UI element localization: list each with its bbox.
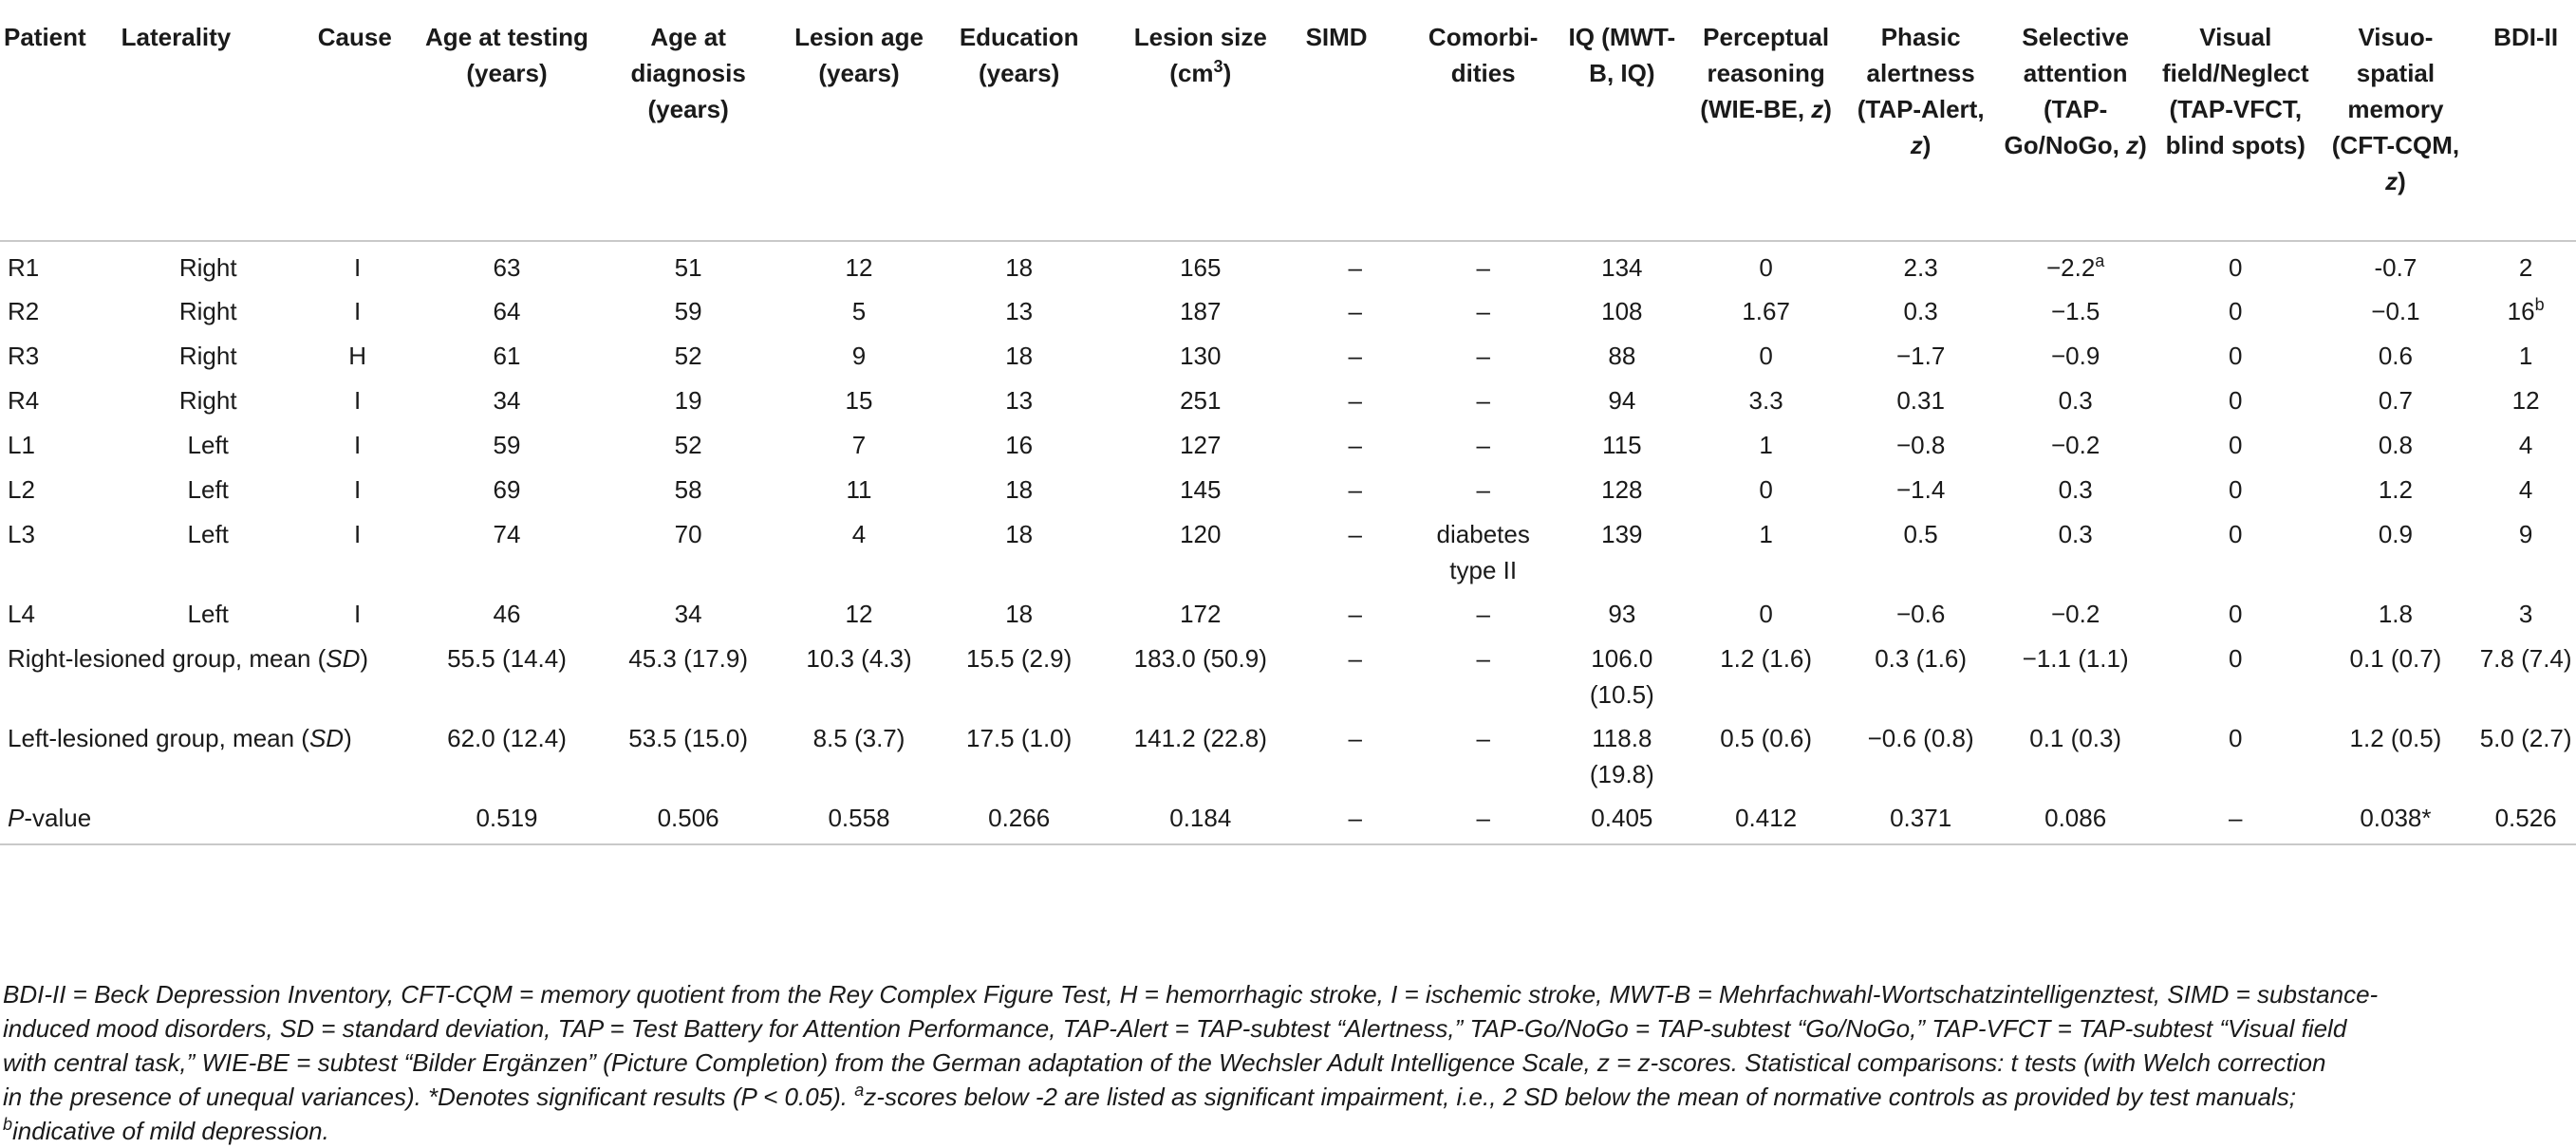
summary-row-right xyxy=(0,633,2576,713)
cell-lesion-size: 251 xyxy=(1180,386,1222,415)
summary-cell-comorbidities: – xyxy=(1476,724,1490,752)
cell-bdi: 4 xyxy=(2518,475,2533,504)
cell-visual-field: 0 xyxy=(2229,386,2243,415)
summary-cell-visual-field: 0 xyxy=(2229,724,2243,752)
cell-comorbidities: – xyxy=(1476,600,1490,628)
cell-visuospatial-memory: 0.7 xyxy=(2378,386,2413,415)
cell-comorbidities: – xyxy=(1476,297,1490,325)
cell-education: 18 xyxy=(1005,342,1034,370)
summary-cell-perceptual-reasoning: 0.5 (0.6) xyxy=(1720,724,1813,752)
cell-bdi: 9 xyxy=(2518,520,2533,548)
summary-cell-age-diagnosis: 0.506 xyxy=(598,792,779,844)
cell-selective-attention: 0.3 xyxy=(2058,475,2093,504)
cell-education: 18 xyxy=(1005,520,1034,548)
cell-laterality: Right xyxy=(178,342,237,370)
col-header-age-diagnosis: Age at diagnosis (years) xyxy=(598,0,779,241)
cell-laterality: Left xyxy=(187,431,229,459)
cell-lesion-size: 187 xyxy=(1180,297,1222,325)
summary-cell-education: 15.5 (2.9) xyxy=(966,644,1073,673)
cell-lesion-age: 15 xyxy=(845,386,873,415)
summary-label: Left-lesioned group, mean (SD) xyxy=(8,724,352,752)
footnote-line: induced mood disorders, SD = standard deviation, TAP = Test Battery for Attention Performance, TAP-Alert = TAP-subtest “Alertness,” TAP-Go/NoGo = TAP-subtest “Go/NoGo,” TAP-VFCT = TAP-subtest “Visual field xyxy=(3,1014,2347,1043)
cell-education: 18 xyxy=(1005,475,1034,504)
summary-cell-age-testing: 62.0 (12.4) xyxy=(447,724,567,752)
cell-age-diagnosis: 34 xyxy=(674,600,702,628)
cell-selective-attention: 0.3 xyxy=(2058,386,2093,415)
cell-lesion-size: 120 xyxy=(1180,520,1222,548)
cell-bdi: 4 xyxy=(2518,431,2533,459)
cell-simd: – xyxy=(1348,520,1363,548)
table-row xyxy=(0,286,2576,330)
cell-lesion-age: 12 xyxy=(845,253,873,282)
cell-age-diagnosis: 52 xyxy=(674,342,702,370)
cell-visual-field: 0 xyxy=(2229,475,2243,504)
cell-iq: 88 xyxy=(1608,342,1636,370)
cell-phasic-alertness: 0.31 xyxy=(1896,386,1945,415)
cell-laterality: Left xyxy=(187,520,229,548)
cell-visual-field: 0 xyxy=(2229,600,2243,628)
cell-age-testing: 61 xyxy=(493,342,521,370)
cell-laterality: Left xyxy=(187,600,229,628)
cell-iq: 128 xyxy=(1601,475,1643,504)
summary-row-left xyxy=(0,713,2576,792)
summary-cell-iq: 118.8 (19.8) xyxy=(1589,724,1654,788)
cell-visual-field: 0 xyxy=(2229,253,2243,282)
col-header-comorbidities: Comorbi-dities xyxy=(1409,0,1558,241)
cell-cause: I xyxy=(353,520,362,548)
col-header-perceptual-reasoning: Perceptual reasoning (WIE-BE, z) xyxy=(1686,0,1846,241)
cell-selective-attention: −0.9 xyxy=(2050,342,2100,370)
table-row xyxy=(0,588,2576,633)
summary-cell-comorbidities: – xyxy=(1476,644,1490,673)
summary-label: P-value xyxy=(0,792,416,844)
summary-cell-iq: 0.405 xyxy=(1558,792,1686,844)
cell-perceptual-reasoning: 0 xyxy=(1759,600,1773,628)
cell-lesion-age: 5 xyxy=(851,297,867,325)
cell-simd: – xyxy=(1348,600,1363,628)
cell-laterality: Right xyxy=(178,253,237,282)
cell-iq: 94 xyxy=(1608,386,1636,415)
cell-phasic-alertness: −0.6 xyxy=(1895,600,1946,628)
cell-phasic-alertness: −1.4 xyxy=(1895,475,1946,504)
cell-perceptual-reasoning: 1 xyxy=(1759,431,1773,459)
cell-visual-field: 0 xyxy=(2229,342,2243,370)
cell-age-diagnosis: 58 xyxy=(674,475,702,504)
col-header-age-testing: Age at testing (years) xyxy=(416,0,597,241)
cell-laterality: Left xyxy=(187,475,229,504)
table-row xyxy=(0,375,2576,419)
cell-comorbidities: – xyxy=(1476,342,1490,370)
cell-age-diagnosis: 59 xyxy=(674,297,702,325)
cell-selective-attention: −2.2$^a$ xyxy=(2045,251,2105,282)
summary-cell-bdi: 5.0 (2.7) xyxy=(2479,724,2572,752)
cell-lesion-age: 12 xyxy=(845,600,873,628)
cell-visual-field: 0 xyxy=(2229,297,2243,325)
cell-lesion-age: 9 xyxy=(851,342,867,370)
cell-bdi: 3 xyxy=(2518,600,2533,628)
cell-age-testing: 64 xyxy=(493,297,521,325)
cell-patient: R4 xyxy=(8,386,40,415)
summary-cell-lesion-size: 0.184 xyxy=(1099,792,1302,844)
summary-cell-simd: – xyxy=(1348,724,1363,752)
summary-cell-phasic-alertness: 0.3 (1.6) xyxy=(1875,644,1968,673)
cell-patient: R3 xyxy=(8,342,40,370)
summary-cell-simd: – xyxy=(1348,644,1363,673)
summary-cell-selective-attention: −1.1 (1.1) xyxy=(2022,644,2129,673)
col-header-selective-attention: Selective attention (TAP-Go/NoGo, z) xyxy=(1995,0,2156,241)
cell-iq: 134 xyxy=(1601,253,1643,282)
cell-perceptual-reasoning: 3.3 xyxy=(1748,386,1783,415)
cell-lesion-size: 127 xyxy=(1180,431,1222,459)
cell-visuospatial-memory: −0.1 xyxy=(2371,297,2420,325)
cell-education: 18 xyxy=(1005,253,1034,282)
cell-cause: I xyxy=(353,600,362,628)
cell-lesion-size: 145 xyxy=(1180,475,1222,504)
col-header-visual-field: Visual field/Neglect (TAP-VFCT, blind spots) xyxy=(2156,0,2316,241)
cell-cause: I xyxy=(353,431,362,459)
col-header-lesion-age: Lesion age (years) xyxy=(779,0,940,241)
cell-iq: 115 xyxy=(1602,431,1642,459)
footnote-line: in the presence of unequal variances). *Denotes significant results (P < 0.05). $^a$z-scores below -2 are listed as significant impairment, i.e., 2 SD below the mean of normative controls as provided by test manuals; xyxy=(3,1081,2296,1111)
summary-cell-age-testing: 0.519 xyxy=(416,792,597,844)
table-row xyxy=(0,419,2576,464)
cell-cause: I xyxy=(353,475,362,504)
footnote-line: $^b$indicative of mild depression. xyxy=(3,1115,329,1145)
cell-perceptual-reasoning: 1.67 xyxy=(1742,297,1790,325)
cell-age-testing: 59 xyxy=(493,431,521,459)
footnote-line: with central task,” WIE-BE = subtest “Bilder Ergänzen” (Picture Completion) from the German adaptation of the Wechsler Adult Intelligence Scale, z = z-scores. Statistical comparisons: t tests (with Welch correction xyxy=(3,1048,2326,1077)
cell-age-testing: 34 xyxy=(493,386,521,415)
cell-patient: L4 xyxy=(8,600,35,628)
summary-cell-perceptual-reasoning: 1.2 (1.6) xyxy=(1720,644,1813,673)
cell-selective-attention: −0.2 xyxy=(2050,600,2100,628)
table-row xyxy=(0,464,2576,509)
cell-phasic-alertness: 0.5 xyxy=(1903,520,1938,548)
summary-cell-lesion-age: 10.3 (4.3) xyxy=(806,644,912,673)
cell-simd: – xyxy=(1348,386,1363,415)
cell-simd: – xyxy=(1348,342,1363,370)
cell-phasic-alertness: 2.3 xyxy=(1903,253,1938,282)
cell-simd: – xyxy=(1348,253,1363,282)
cell-patient: L2 xyxy=(8,475,35,504)
cell-perceptual-reasoning: 0 xyxy=(1759,342,1773,370)
summary-cell-phasic-alertness: −0.6 (0.8) xyxy=(1867,724,1974,752)
cell-patient: L1 xyxy=(8,431,35,459)
cell-age-testing: 63 xyxy=(493,253,521,282)
summary-cell-visuospatial-memory: 0.038* xyxy=(2316,792,2476,844)
cell-lesion-size: 130 xyxy=(1180,342,1222,370)
cell-bdi: 2 xyxy=(2518,253,2533,282)
cell-age-testing: 74 xyxy=(493,520,521,548)
cell-cause: I xyxy=(353,386,362,415)
cell-comorbidities: – xyxy=(1476,431,1490,459)
cell-iq: 108 xyxy=(1601,297,1643,325)
cell-visuospatial-memory: 0.8 xyxy=(2378,431,2413,459)
cell-education: 13 xyxy=(1005,386,1034,415)
cell-selective-attention: −0.2 xyxy=(2050,431,2100,459)
col-header-patient: Patient xyxy=(0,0,118,241)
table-row xyxy=(0,509,2576,588)
cell-lesion-age: 4 xyxy=(851,520,867,548)
summary-cell-selective-attention: 0.1 (0.3) xyxy=(2029,724,2122,752)
summary-cell-lesion-age: 0.558 xyxy=(779,792,940,844)
cell-bdi: 16$^b$ xyxy=(2507,295,2545,325)
summary-cell-visuospatial-memory: 1.2 (0.5) xyxy=(2349,724,2442,752)
cell-patient: R2 xyxy=(8,297,40,325)
cell-age-diagnosis: 19 xyxy=(674,386,702,415)
cell-visuospatial-memory: 1.2 xyxy=(2378,475,2413,504)
cell-phasic-alertness: −1.7 xyxy=(1895,342,1946,370)
cell-patient: R1 xyxy=(8,253,40,282)
table-footnote xyxy=(3,977,2571,1148)
summary-cell-age-diagnosis: 53.5 (15.0) xyxy=(628,724,748,752)
cell-visuospatial-memory: -0.7 xyxy=(2374,253,2417,282)
cell-age-testing: 69 xyxy=(493,475,521,504)
cell-cause: I xyxy=(353,253,362,282)
cell-simd: – xyxy=(1348,475,1363,504)
summary-cell-education: 0.266 xyxy=(939,792,1099,844)
cell-education: 13 xyxy=(1005,297,1034,325)
cell-visuospatial-memory: 0.9 xyxy=(2378,520,2413,548)
cell-perceptual-reasoning: 1 xyxy=(1759,520,1773,548)
table-body xyxy=(0,241,2576,844)
summary-cell-simd: – xyxy=(1302,792,1409,844)
cell-cause: I xyxy=(353,297,362,325)
cell-age-diagnosis: 70 xyxy=(674,520,702,548)
summary-cell-lesion-age: 8.5 (3.7) xyxy=(812,724,905,752)
cell-education: 16 xyxy=(1005,431,1034,459)
table-row xyxy=(0,330,2576,375)
cell-age-diagnosis: 52 xyxy=(674,431,702,459)
cell-comorbidities: – xyxy=(1476,253,1490,282)
footnote-line: BDI-II = Beck Depression Inventory, CFT-CQM = memory quotient from the Rey Complex Figure Test, H = hemorrhagic stroke, I = ischemic stroke, MWT-B = Mehrfachwahl-Wortschatzintelligenztest, SIMD = substance- xyxy=(3,980,2379,1009)
summary-cell-perceptual-reasoning: 0.412 xyxy=(1686,792,1846,844)
cell-phasic-alertness: −0.8 xyxy=(1895,431,1946,459)
cell-lesion-age: 7 xyxy=(851,431,867,459)
cell-age-testing: 46 xyxy=(493,600,521,628)
summary-cell-lesion-size: 141.2 (22.8) xyxy=(1133,724,1267,752)
summary-cell-education: 17.5 (1.0) xyxy=(966,724,1073,752)
summary-cell-visual-field: 0 xyxy=(2229,644,2243,673)
table-row xyxy=(0,241,2576,286)
cell-simd: – xyxy=(1348,431,1363,459)
summary-cell-lesion-size: 183.0 (50.9) xyxy=(1133,644,1267,673)
col-header-education: Education (years) xyxy=(939,0,1099,241)
summary-cell-bdi: 7.8 (7.4) xyxy=(2479,644,2572,673)
summary-label: Right-lesioned group, mean (SD) xyxy=(8,644,369,673)
col-header-visuospatial-memory: Visuo-spatial memory (CFT-CQM, z) xyxy=(2316,0,2476,241)
summary-cell-visual-field: – xyxy=(2156,792,2316,844)
summary-cell-iq: 106.0 (10.5) xyxy=(1589,644,1654,709)
cell-comorbidities: diabetes type II xyxy=(1436,520,1530,584)
cell-lesion-size: 165 xyxy=(1180,253,1222,282)
col-header-laterality: Laterality xyxy=(118,0,299,241)
cell-visuospatial-memory: 0.6 xyxy=(2378,342,2413,370)
summary-cell-age-diagnosis: 45.3 (17.9) xyxy=(628,644,748,673)
cell-selective-attention: 0.3 xyxy=(2058,520,2093,548)
cell-bdi: 12 xyxy=(2511,386,2540,415)
cell-perceptual-reasoning: 0 xyxy=(1759,475,1773,504)
cell-bdi: 1 xyxy=(2518,342,2533,370)
cell-visual-field: 0 xyxy=(2229,431,2243,459)
summary-cell-comorbidities: – xyxy=(1409,792,1558,844)
summary-cell-bdi: 0.526 xyxy=(2475,792,2576,844)
cell-age-diagnosis: 51 xyxy=(674,253,702,282)
cell-lesion-size: 172 xyxy=(1180,600,1222,628)
cell-education: 18 xyxy=(1005,600,1034,628)
cell-selective-attention: −1.5 xyxy=(2050,297,2100,325)
cell-iq: 93 xyxy=(1608,600,1636,628)
cell-visual-field: 0 xyxy=(2229,520,2243,548)
col-header-cause: Cause xyxy=(299,0,417,241)
cell-phasic-alertness: 0.3 xyxy=(1903,297,1938,325)
summary-row-pvalue xyxy=(0,792,2576,844)
col-header-iq: IQ (MWT-B, IQ) xyxy=(1558,0,1686,241)
summary-cell-phasic-alertness: 0.371 xyxy=(1846,792,1995,844)
cell-comorbidities: – xyxy=(1476,475,1490,504)
cell-laterality: Right xyxy=(178,297,237,325)
col-header-lesion-size: Lesion size $(cm^3)$ xyxy=(1099,0,1302,241)
col-header-bdi: BDI-II xyxy=(2475,0,2576,241)
summary-cell-age-testing: 55.5 (14.4) xyxy=(447,644,567,673)
header-row xyxy=(0,0,2576,241)
cell-laterality: Right xyxy=(178,386,237,415)
cell-comorbidities: – xyxy=(1476,386,1490,415)
col-header-simd: SIMD xyxy=(1302,0,1409,241)
summary-cell-selective-attention: 0.086 xyxy=(1995,792,2156,844)
cell-perceptual-reasoning: 0 xyxy=(1759,253,1773,282)
cell-simd: – xyxy=(1348,297,1363,325)
cell-cause: H xyxy=(348,342,366,370)
cell-lesion-age: 11 xyxy=(846,475,872,504)
cell-visuospatial-memory: 1.8 xyxy=(2378,600,2413,628)
col-header-phasic-alertness: Phasic alertness (TAP-Alert, z) xyxy=(1846,0,1995,241)
cell-patient: L3 xyxy=(8,520,35,548)
cell-iq: 139 xyxy=(1601,520,1643,548)
summary-cell-visuospatial-memory: 0.1 (0.7) xyxy=(2349,644,2442,673)
